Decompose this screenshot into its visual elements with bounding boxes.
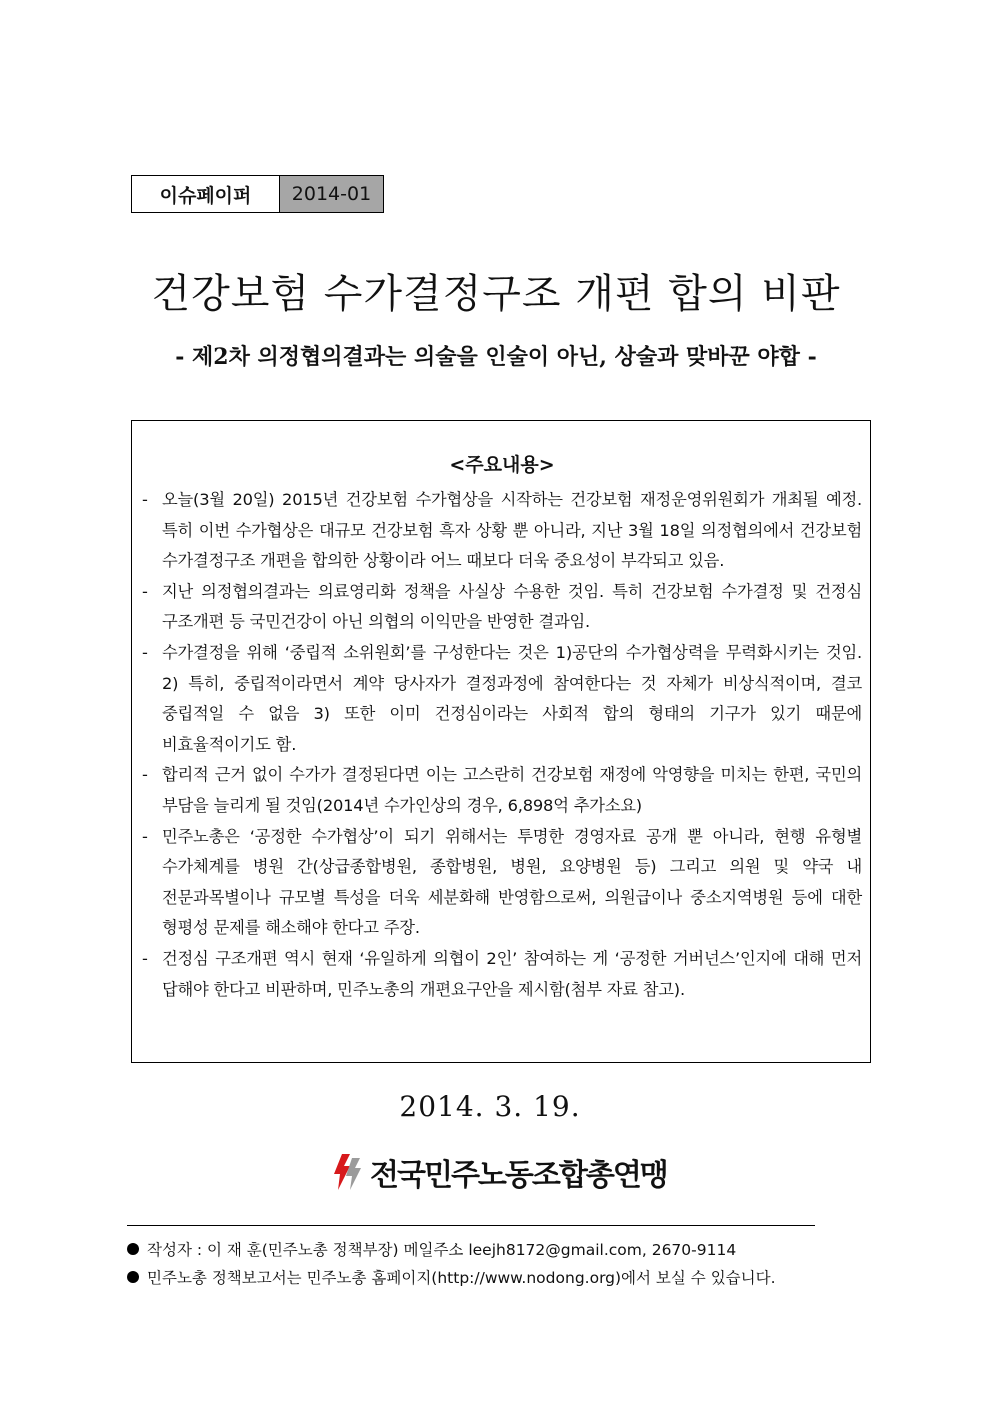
- summary-item-text: 오늘(3월 20일) 2015년 건강보험 수가협상을 시작하는 건강보험 재정운영위원회가 개최될 예정. 특히 이번 수가협상은 대규모 건강보험 흑자 상황 뿐 아니라, 지난 3월 18일 의정협의에서 건강보험 수가결정구조 개편을 합의한 상황이라 어느 때보다 더욱 중요성이 부각되고 있음.: [162, 490, 862, 571]
- publication-date: 2014. 3. 19.: [399, 1090, 581, 1123]
- bullet-dash: -: [142, 490, 148, 509]
- summary-item: [142, 577, 862, 638]
- issue-paper-tag: [131, 175, 384, 213]
- summary-item: [142, 822, 862, 944]
- bullet-dash: -: [142, 948, 148, 968]
- summary-heading: <주요내용>: [449, 454, 555, 476]
- kctu-logo-icon: [330, 1152, 364, 1192]
- summary-item-text: 수가결정을 위해 ‘중립적 소위원회’를 구성한다는 것은 1)공단의 수가협상력을 무력화시키는 것임. 2) 특히, 중립적이라면서 계약 당사자가 결정과정에 참여한다는 것 자체가 비상식적이며, 결코 중립적일 수 없음 3) 또한 이미 건정심이라는 사회적 합의 형태의 기구가 있기 때문에 비효율적이기도 함.: [162, 642, 862, 754]
- summary-item: [142, 638, 862, 760]
- bullet-dash: -: [142, 581, 148, 601]
- summary-item-text: 민주노총은 ‘공정한 수가협상’이 되기 위해서는 투명한 경영자료 공개 뿐 아니라, 현행 유형별 수가체계를 병원 간(상급종합병원, 종합병원, 병원, 요양병원 등) 그리고 의원 및 약국 내 전문과목별이나 규모별 특성을 더욱 세분화해 반영함으로써, 의원급이나 중소지역병원 등에 대한 형평성 문제를 해소해야 한다고 주장.: [162, 826, 862, 938]
- summary-box: [131, 420, 871, 1063]
- summary-list: [142, 485, 862, 1005]
- bullet-dash: -: [142, 642, 148, 662]
- page-subtitle: - 제2차 의정협의결과는 의술을 인술이 아닌, 상술과 맞바꾼 야합 -: [175, 344, 817, 370]
- footer-author-line: [127, 1238, 736, 1260]
- bullet-dash: -: [142, 826, 148, 846]
- tag-code: 2014-01: [280, 176, 383, 212]
- page-title: 건강보험 수가결정구조 개편 합의 비판: [151, 271, 841, 317]
- bullet-dot-icon: [127, 1243, 139, 1255]
- summary-item-text: 건정심 구조개편 역시 현재 ‘유일하게 의협이 2인’ 참여하는 게 ‘공정한 거버넌스’인지에 대해 먼저 답해야 한다고 비판하며, 민주노총의 개편요구안을 제시함(첨부 자료 참고).: [162, 948, 862, 999]
- footer-divider: [127, 1225, 815, 1226]
- tag-label: 이슈페이퍼: [132, 176, 280, 212]
- summary-item: [142, 485, 862, 577]
- organization-logo: [330, 1150, 667, 1194]
- summary-item: [142, 944, 862, 1005]
- footer-homepage-line: [127, 1266, 776, 1288]
- summary-item: [142, 760, 862, 821]
- summary-item-text: 합리적 근거 없이 수가가 결정된다면 이는 고스란히 건강보험 재정에 악영향을 미치는 한편, 국민의 부담을 늘리게 될 것임(2014년 수가인상의 경우, 6,898억 추가소요): [162, 765, 862, 815]
- organization-name: 전국민주노동조합총연맹: [370, 1158, 667, 1193]
- footer-homepage: 민주노총 정책보고서는 민주노총 홈페이지(http://www.nodong.org)에서 보실 수 있습니다.: [147, 1269, 776, 1287]
- summary-item-text: 지난 의정협의결과는 의료영리화 정책을 사실상 수용한 것임. 특히 건강보험 수가결정 및 건정심 구조개편 등 국민건강이 아닌 의협의 이익만을 반영한 결과임.: [162, 581, 862, 632]
- bullet-dash: -: [142, 765, 148, 785]
- bullet-dot-icon: [127, 1271, 139, 1283]
- footer-author: 작성자 : 이 재 훈(민주노총 정책부장) 메일주소 leejh8172@gmail.com, 2670-9114: [147, 1241, 737, 1259]
